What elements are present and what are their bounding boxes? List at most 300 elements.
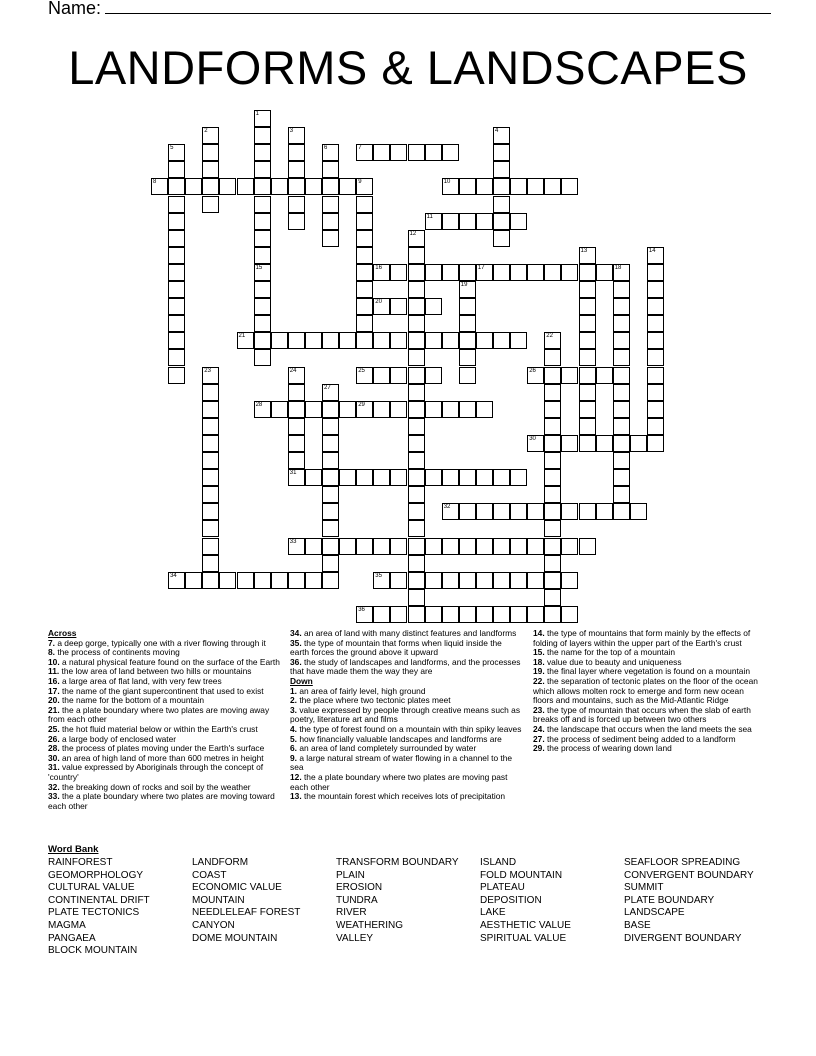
crossword-cell[interactable] [373,572,390,589]
crossword-cell[interactable] [613,503,630,520]
crossword-cell[interactable] [356,332,373,349]
crossword-cell[interactable] [544,264,561,281]
crossword-cell[interactable] [288,401,305,418]
crossword-cell[interactable] [544,349,561,366]
crossword-cell[interactable] [322,435,339,452]
crossword-cell[interactable] [373,367,390,384]
crossword-cell[interactable] [356,538,373,555]
crossword-cell[interactable] [647,315,664,332]
crossword-cell[interactable] [168,196,185,213]
crossword-cell[interactable] [219,572,236,589]
crossword-cell[interactable] [305,572,322,589]
crossword-cell[interactable] [476,264,493,281]
crossword-cell[interactable] [271,572,288,589]
crossword-cell[interactable] [442,178,459,195]
crossword-cell[interactable] [579,538,596,555]
crossword-cell[interactable] [459,538,476,555]
crossword-cell[interactable] [373,469,390,486]
crossword-cell[interactable] [527,435,544,452]
crossword-cell[interactable] [356,315,373,332]
crossword-cell[interactable] [322,572,339,589]
crossword-cell[interactable] [356,298,373,315]
crossword-cell[interactable] [390,606,407,623]
crossword-cell[interactable] [168,332,185,349]
crossword-cell[interactable] [476,213,493,230]
crossword-cell[interactable] [647,247,664,264]
crossword-cell[interactable] [544,503,561,520]
crossword-cell[interactable] [185,178,202,195]
crossword-cell[interactable] [202,161,219,178]
crossword-cell[interactable] [459,213,476,230]
crossword-cell[interactable] [579,418,596,435]
crossword-cell[interactable] [613,332,630,349]
crossword-cell[interactable] [476,469,493,486]
crossword-cell[interactable] [339,178,356,195]
crossword-cell[interactable] [373,606,390,623]
crossword-cell[interactable] [510,503,527,520]
crossword-cell[interactable] [579,367,596,384]
crossword-cell[interactable] [288,196,305,213]
crossword-cell[interactable] [322,332,339,349]
crossword-cell[interactable] [579,349,596,366]
crossword-cell[interactable] [168,230,185,247]
crossword-cell[interactable] [510,572,527,589]
crossword-cell[interactable] [579,503,596,520]
crossword-cell[interactable] [579,384,596,401]
crossword-cell[interactable] [254,281,271,298]
crossword-cell[interactable] [322,384,339,401]
crossword-cell[interactable] [596,503,613,520]
crossword-cell[interactable] [579,264,596,281]
crossword-cell[interactable] [476,503,493,520]
crossword-cell[interactable] [476,572,493,589]
crossword-cell[interactable] [579,435,596,452]
crossword-cell[interactable] [613,264,630,281]
crossword-cell[interactable] [288,161,305,178]
crossword-cell[interactable] [459,606,476,623]
crossword-cell[interactable] [322,178,339,195]
crossword-cell[interactable] [202,555,219,572]
crossword-cell[interactable] [510,213,527,230]
crossword-cell[interactable] [544,435,561,452]
crossword-cell[interactable] [544,332,561,349]
crossword-cell[interactable] [254,144,271,161]
crossword-cell[interactable] [493,144,510,161]
crossword-cell[interactable] [356,213,373,230]
crossword-cell[interactable] [544,384,561,401]
crossword-cell[interactable] [322,144,339,161]
crossword-cell[interactable] [202,503,219,520]
crossword-cell[interactable] [339,469,356,486]
crossword-cell[interactable] [202,572,219,589]
crossword-cell[interactable] [288,332,305,349]
crossword-cell[interactable] [288,435,305,452]
crossword-cell[interactable] [442,264,459,281]
crossword-cell[interactable] [390,401,407,418]
crossword-cell[interactable] [493,332,510,349]
crossword-cell[interactable] [408,315,425,332]
crossword-cell[interactable] [510,538,527,555]
crossword-cell[interactable] [254,264,271,281]
crossword-cell[interactable] [459,469,476,486]
crossword-cell[interactable] [408,264,425,281]
crossword-cell[interactable] [561,264,578,281]
crossword-cell[interactable] [168,315,185,332]
crossword-cell[interactable] [322,213,339,230]
crossword-cell[interactable] [202,196,219,213]
crossword-cell[interactable] [168,247,185,264]
crossword-cell[interactable] [442,572,459,589]
crossword-cell[interactable] [408,332,425,349]
crossword-cell[interactable] [647,332,664,349]
crossword-cell[interactable] [544,469,561,486]
crossword-cell[interactable] [613,452,630,469]
crossword-cell[interactable] [356,247,373,264]
crossword-cell[interactable] [425,264,442,281]
crossword-cell[interactable] [185,572,202,589]
crossword-cell[interactable] [151,178,168,195]
crossword-cell[interactable] [561,572,578,589]
crossword-cell[interactable] [202,418,219,435]
crossword-cell[interactable] [408,555,425,572]
crossword-cell[interactable] [168,213,185,230]
crossword-cell[interactable] [527,606,544,623]
crossword-cell[interactable] [527,367,544,384]
crossword-cell[interactable] [408,452,425,469]
crossword-cell[interactable] [596,367,613,384]
crossword-cell[interactable] [390,469,407,486]
crossword-cell[interactable] [237,332,254,349]
crossword-cell[interactable] [647,384,664,401]
crossword-cell[interactable] [168,572,185,589]
crossword-cell[interactable] [288,469,305,486]
crossword-cell[interactable] [527,264,544,281]
crossword-cell[interactable] [613,435,630,452]
crossword-cell[interactable] [168,178,185,195]
crossword-cell[interactable] [288,367,305,384]
crossword-cell[interactable] [493,196,510,213]
crossword-cell[interactable] [322,520,339,537]
crossword-cell[interactable] [425,606,442,623]
crossword-cell[interactable] [647,264,664,281]
crossword-cell[interactable] [168,367,185,384]
crossword-cell[interactable] [442,213,459,230]
crossword-cell[interactable] [408,606,425,623]
crossword-cell[interactable] [425,572,442,589]
crossword-cell[interactable] [219,178,236,195]
crossword-cell[interactable] [459,315,476,332]
crossword-cell[interactable] [288,418,305,435]
crossword-cell[interactable] [408,281,425,298]
crossword-cell[interactable] [305,401,322,418]
crossword-cell[interactable] [425,538,442,555]
crossword-cell[interactable] [356,144,373,161]
crossword-cell[interactable] [339,538,356,555]
crossword-cell[interactable] [202,384,219,401]
crossword-cell[interactable] [322,486,339,503]
crossword-cell[interactable] [476,606,493,623]
crossword-cell[interactable] [493,230,510,247]
crossword-cell[interactable] [254,349,271,366]
crossword-cell[interactable] [339,332,356,349]
crossword-cell[interactable] [561,606,578,623]
crossword-cell[interactable] [425,469,442,486]
crossword-cell[interactable] [544,606,561,623]
crossword-cell[interactable] [322,452,339,469]
crossword-cell[interactable] [544,367,561,384]
crossword-cell[interactable] [254,332,271,349]
crossword-cell[interactable] [544,520,561,537]
crossword-cell[interactable] [459,503,476,520]
crossword-cell[interactable] [579,281,596,298]
crossword-cell[interactable] [408,418,425,435]
crossword-cell[interactable] [579,332,596,349]
crossword-cell[interactable] [476,178,493,195]
crossword-cell[interactable] [527,572,544,589]
crossword-cell[interactable] [288,538,305,555]
crossword-cell[interactable] [356,178,373,195]
crossword-cell[interactable] [254,161,271,178]
crossword-cell[interactable] [613,384,630,401]
crossword-cell[interactable] [408,538,425,555]
crossword-cell[interactable] [647,418,664,435]
crossword-cell[interactable] [322,469,339,486]
crossword-cell[interactable] [373,332,390,349]
crossword-cell[interactable] [254,213,271,230]
crossword-cell[interactable] [390,367,407,384]
crossword-cell[interactable] [322,230,339,247]
crossword-cell[interactable] [544,401,561,418]
crossword-cell[interactable] [288,127,305,144]
crossword-cell[interactable] [408,503,425,520]
crossword-cell[interactable] [459,178,476,195]
crossword-cell[interactable] [425,367,442,384]
crossword-cell[interactable] [647,367,664,384]
crossword-cell[interactable] [305,332,322,349]
crossword-cell[interactable] [408,144,425,161]
crossword-cell[interactable] [356,367,373,384]
crossword-cell[interactable] [408,367,425,384]
crossword-cell[interactable] [408,572,425,589]
crossword-cell[interactable] [202,144,219,161]
crossword-cell[interactable] [254,315,271,332]
crossword-cell[interactable] [168,298,185,315]
crossword-cell[interactable] [373,264,390,281]
crossword-cell[interactable] [356,469,373,486]
crossword-cell[interactable] [202,486,219,503]
crossword-cell[interactable] [647,281,664,298]
crossword-cell[interactable] [254,401,271,418]
crossword-cell[interactable] [373,298,390,315]
crossword-cell[interactable] [544,538,561,555]
crossword-cell[interactable] [322,555,339,572]
crossword-cell[interactable] [613,298,630,315]
crossword-cell[interactable] [305,178,322,195]
crossword-cell[interactable] [630,435,647,452]
crossword-cell[interactable] [613,418,630,435]
crossword-cell[interactable] [493,538,510,555]
crossword-cell[interactable] [288,384,305,401]
crossword-cell[interactable] [322,538,339,555]
crossword-cell[interactable] [493,178,510,195]
crossword-cell[interactable] [322,196,339,213]
crossword-cell[interactable] [322,503,339,520]
crossword-cell[interactable] [408,384,425,401]
crossword-cell[interactable] [202,452,219,469]
crossword-cell[interactable] [254,230,271,247]
crossword-cell[interactable] [356,230,373,247]
crossword-cell[interactable] [544,589,561,606]
crossword-cell[interactable] [288,213,305,230]
crossword-cell[interactable] [527,178,544,195]
crossword-cell[interactable] [613,315,630,332]
crossword-cell[interactable] [254,298,271,315]
crossword-cell[interactable] [561,367,578,384]
crossword-cell[interactable] [254,110,271,127]
crossword-cell[interactable] [408,401,425,418]
crossword-cell[interactable] [493,606,510,623]
crossword-cell[interactable] [168,349,185,366]
crossword-cell[interactable] [168,144,185,161]
crossword-cell[interactable] [544,178,561,195]
crossword-cell[interactable] [561,178,578,195]
crossword-cell[interactable] [305,538,322,555]
crossword-cell[interactable] [493,572,510,589]
crossword-cell[interactable] [202,127,219,144]
crossword-cell[interactable] [459,572,476,589]
crossword-cell[interactable] [613,486,630,503]
crossword-cell[interactable] [168,281,185,298]
crossword-cell[interactable] [510,469,527,486]
crossword-cell[interactable] [613,367,630,384]
crossword-cell[interactable] [271,332,288,349]
crossword-cell[interactable] [254,178,271,195]
crossword-cell[interactable] [356,264,373,281]
crossword-cell[interactable] [288,572,305,589]
crossword-cell[interactable] [630,503,647,520]
crossword-cell[interactable] [561,503,578,520]
crossword-cell[interactable] [168,264,185,281]
crossword-cell[interactable] [425,332,442,349]
crossword-cell[interactable] [356,196,373,213]
crossword-cell[interactable] [442,606,459,623]
crossword-cell[interactable] [425,213,442,230]
crossword-cell[interactable] [390,572,407,589]
crossword-cell[interactable] [561,435,578,452]
crossword-cell[interactable] [493,503,510,520]
crossword-cell[interactable] [408,520,425,537]
crossword-cell[interactable] [202,538,219,555]
crossword-cell[interactable] [613,349,630,366]
crossword-cell[interactable] [442,469,459,486]
crossword-cell[interactable] [647,298,664,315]
crossword-cell[interactable] [288,452,305,469]
crossword-cell[interactable] [356,401,373,418]
crossword-cell[interactable] [596,435,613,452]
crossword-cell[interactable] [390,144,407,161]
crossword-cell[interactable] [408,247,425,264]
crossword-cell[interactable] [579,298,596,315]
crossword-cell[interactable] [408,435,425,452]
crossword-cell[interactable] [408,298,425,315]
crossword-cell[interactable] [254,127,271,144]
crossword-cell[interactable] [493,127,510,144]
crossword-cell[interactable] [305,469,322,486]
crossword-cell[interactable] [647,435,664,452]
crossword-cell[interactable] [408,469,425,486]
crossword-cell[interactable] [254,196,271,213]
crossword-cell[interactable] [202,401,219,418]
crossword-cell[interactable] [579,315,596,332]
crossword-cell[interactable] [356,606,373,623]
crossword-cell[interactable] [322,418,339,435]
crossword-cell[interactable] [442,503,459,520]
crossword-cell[interactable] [237,178,254,195]
crossword-cell[interactable] [373,538,390,555]
crossword-cell[interactable] [647,401,664,418]
crossword-cell[interactable] [459,264,476,281]
crossword-cell[interactable] [544,572,561,589]
crossword-cell[interactable] [510,178,527,195]
crossword-cell[interactable] [408,349,425,366]
crossword-cell[interactable] [288,178,305,195]
crossword-cell[interactable] [339,401,356,418]
crossword-cell[interactable] [390,538,407,555]
crossword-cell[interactable] [202,435,219,452]
crossword-cell[interactable] [459,401,476,418]
crossword-cell[interactable] [476,538,493,555]
crossword-cell[interactable] [544,418,561,435]
crossword-cell[interactable] [613,281,630,298]
crossword-cell[interactable] [202,469,219,486]
crossword-cell[interactable] [237,572,254,589]
crossword-cell[interactable] [493,213,510,230]
crossword-cell[interactable] [510,332,527,349]
crossword-cell[interactable] [271,401,288,418]
crossword-cell[interactable] [493,161,510,178]
crossword-cell[interactable] [202,520,219,537]
crossword-cell[interactable] [425,298,442,315]
crossword-cell[interactable] [288,144,305,161]
crossword-cell[interactable] [373,401,390,418]
crossword-cell[interactable] [408,230,425,247]
crossword-cell[interactable] [408,589,425,606]
crossword-cell[interactable] [390,264,407,281]
crossword-cell[interactable] [561,538,578,555]
crossword-cell[interactable] [425,144,442,161]
crossword-cell[interactable] [579,247,596,264]
crossword-cell[interactable] [459,281,476,298]
crossword-cell[interactable] [254,572,271,589]
crossword-cell[interactable] [647,349,664,366]
crossword-cell[interactable] [442,332,459,349]
crossword-cell[interactable] [476,332,493,349]
crossword-cell[interactable] [408,486,425,503]
crossword-cell[interactable] [493,264,510,281]
crossword-cell[interactable] [322,401,339,418]
crossword-cell[interactable] [442,538,459,555]
crossword-cell[interactable] [544,452,561,469]
crossword-cell[interactable] [442,144,459,161]
crossword-cell[interactable] [390,298,407,315]
crossword-cell[interactable] [322,161,339,178]
crossword-cell[interactable] [527,538,544,555]
crossword-cell[interactable] [442,401,459,418]
crossword-cell[interactable] [254,247,271,264]
crossword-cell[interactable] [510,264,527,281]
crossword-cell[interactable] [613,401,630,418]
crossword-cell[interactable] [373,144,390,161]
